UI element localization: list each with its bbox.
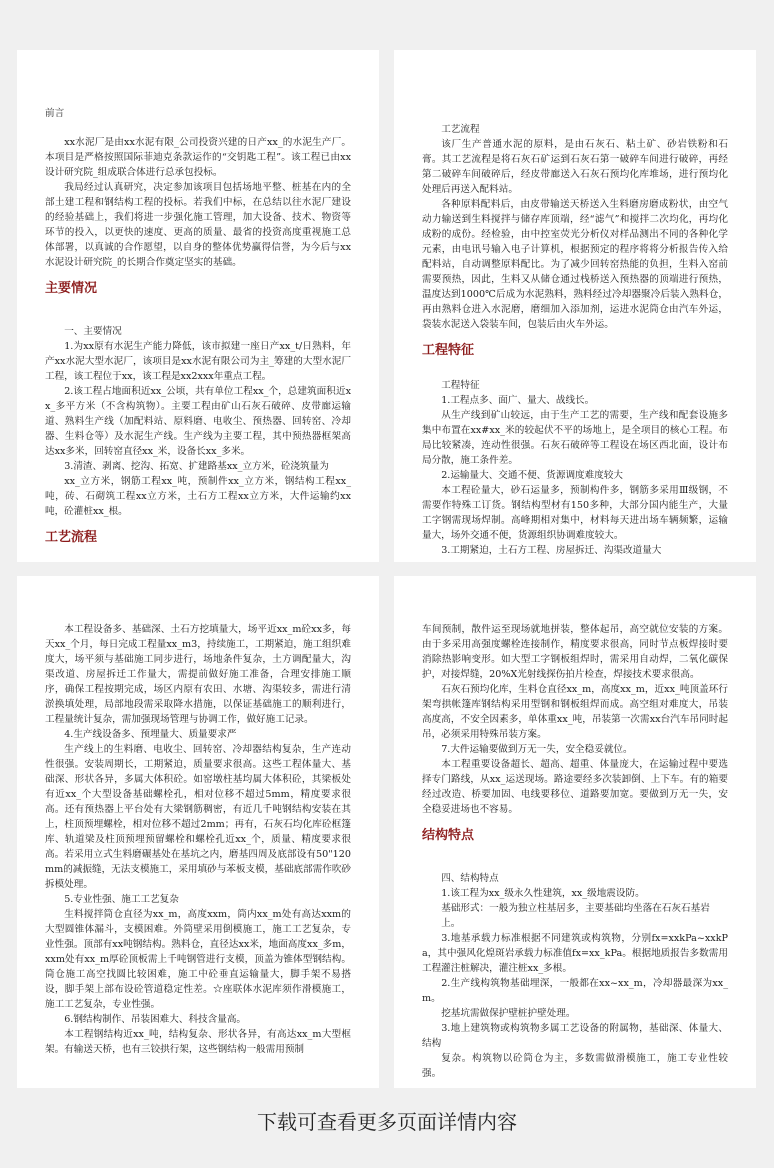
paragraph: 本工程钢结构近xx_吨，结构复杂、形状各异，有高达xx_m大型框架。有输送天桥，也有三铰拱行架，这些钢结构一般需用预制 (45, 1029, 351, 1055)
paragraph: 挖基坑需做保护壁桩护壁处理。 (441, 1008, 576, 1019)
paragraph: 前言 (45, 108, 65, 119)
paragraph: 车间预制，散件运至现场就地拼装，整体起吊，高空就位安装的方案。由于多采用高强度螺栓连接制作，精度要求很高，同时节点板焊接时要消除热影响变形。如大型工字钢板组焊时，需采用自动焊，二氧化碳保护，对接焊缝，20%X光射线探伤拍片检查，焊接技术要求很高。 (422, 624, 728, 680)
paragraph: 5.专业性强、施工工艺复杂 (64, 894, 179, 905)
section-heading: 工艺流程 (45, 530, 98, 545)
spacer (422, 857, 728, 871)
paragraph: 3.工期紧迫，土石方工程、房屋拆迁、沟渠改道量大 (441, 545, 662, 556)
paragraph: 一、主要情况 (64, 326, 122, 337)
paragraph: 2.生产线构筑物基础埋深，一般都在xx~xx_m，冷却器最深为xx_m。 (422, 978, 728, 1004)
paragraph: xx水泥厂是由xx水泥有限_公司投资兴建的日产xx_的水泥生产厂。本项目是严格按照国际菲迪克条款运作的“交钥匙工程”。该工程已由xx设计研究院_组成联合体进行总承包投标。 (45, 137, 351, 178)
paragraph: xx_立方米，钢筋工程xx_吨，预制件xx_立方米，钢结构工程xx_吨，砖、石砌筑工程xx立方米，土石方工程xx立方米，大件运输约xx吨，砼灌桩xx_根。 (45, 476, 351, 517)
document-page-4 (394, 576, 756, 1088)
paragraph: 本工程重要设备超长、超高、超重、体量庞大，在运输过程中要选择专门路线，从xx_运送现场。路途要经多次装卸倒、上下车。有的箱要经过改造、桥要加固、电线要移位、道路要加宽。要做到万无一失，安全稳妥进场也不容易。 (422, 759, 728, 815)
paragraph: 工艺流程 (441, 124, 480, 135)
download-more-prompt[interactable]: 下载可查看更多页面详情内容 (257, 1110, 517, 1134)
paragraph: 本工程砼量大，砂石运量多，预制构件多，钢筋多采用Ⅲ级钢，不需要作特殊工订货。钢结构型材有150多种，大部分国内能生产，大量工字钢需现场焊制。高峰期相对集中，材料每天进出场车辆频繁，运输量大，场外交通不便，货源组织协调难度较大。 (422, 485, 728, 541)
paragraph: 3.清渣、剥离、挖沟、拓宽、扩建路基xx_立方米，砼浇筑量为 (64, 461, 329, 472)
paragraph: 7.大件运输要做到万无一失，安全稳妥就位。 (441, 744, 633, 755)
paragraph: 2.运输量大、交通不便、货源调度难度较大 (441, 470, 624, 481)
paragraph: 石灰石预均化库，生料仓直径xx_m，高度xx_m，近xx_吨顶盖环行架弯拱帐篷库钢结构采用型钢和钢板组焊而成。高空组对难度大，吊装高度高，不安全因素多，单体重xx_吨，吊装第一次需xx台汽车吊同时起吊，必须采用特殊吊装方案。 (422, 684, 728, 740)
paragraph: 生产线上的生料磨、电收尘、回转窑、冷却器结构复杂，生产连动性很强。安装周期长，工期紧迫，质量要求很高。这些工程体量大、基础深、形状各异，多属大体积砼。如窑墩柱基均属大体积砼，其梁板处有近xx_个大型设备基础螺栓孔，相对位移不超过5mm，精度要求很高。还有预热器上平台处有大梁钢筋稠密，有近几千吨钢结构安装在其上，柱顶预埋螺栓，相对位移不超过2mm；再有，石灰石均化库砼框篷库、轨道梁及柱顶预埋预留螺栓和螺栓孔近xx_个，质量、精度要求很高。若采用立式生料磨碾基处在基坑之内，磨基四周及底部设有50"120mm的减振缝，无法支模施工，采用填砂与苯板支模，基础底部需作吹砂拆模处理。 (45, 744, 352, 890)
paragraph: 该厂生产普通水泥的原料，是由石灰石、粘土矿、砂岩铁粉和石膏。其工艺流程是将石灰石矿运到石灰石第一破碎车间进行破碎，再经第二破碎车间破碎后，经皮带廊送入石灰石预均化库堆场，进行预均化处理后再送入配料站。 (422, 139, 728, 195)
document-page-2 (394, 50, 756, 562)
paragraph: 各种原料配料后，由皮带输送天桥送入生料磨房磨成粉状，由空气动力输送到生料搅拌与储存库顶端，经“滤气”和搅拌二次均化，再均化成粉的成份。经检验，由中控室荧光分析仪对样品测出不同的各种化学元素，由电讯号输入电子计算机，根据预定的程序将将分析报告传入给配料站，自动调整原料配比。为了减少回转窑热能的负担，生料入窑前需要预热，因此，生料又从储仓通过栈桥送入预热器的顶端进行预热，温度达到1000℃后成为水泥熟料，熟料经过冷却器聚冷后装入熟料仓，再由熟料仓进入水泥磨，磨细加入添加剂，运进水泥筒仓由汽车外运，袋装水泥送入袋装车间，包装后由火车外运。 (422, 199, 728, 330)
paragraph: 从生产线到矿山较远，由于生产工艺的需要，生产线和配套设施多集中布置在xx#xx_米的较起伏不平的场地上，是全项目的核心工程。布局比较紧凑，连动性很强。石灰石破碎等工程设在场区西北面，设计布局分散，施工条件差。 (422, 410, 728, 466)
paragraph: 1.工程点多、面广、量大、战线长。 (441, 395, 595, 406)
section-heading: 结构特点 (422, 828, 475, 843)
paragraph: 3.地上建筑物或构筑物多属工艺设备的附属物，基础深、体量大、结构 (422, 1023, 728, 1049)
paragraph: 6.钢结构制作、吊装困难大、科技含量高。 (64, 1014, 247, 1025)
paragraph: 四、结构特点 (441, 873, 499, 884)
paragraph: 我局经过认真研究，决定参加该项目包括场地平整、桩基在内的全部土建工程和钢结构工程的投标。若我们中标，在总结以往水泥厂建设的经验基础上，我们将进一步强化施工管理，加大设备、技术、物资等环节的投入，以更快的速度、更高的质量、最省的投资高度重视施工总体部署，以真诚的合作愿望，以自身的整体优势赢得信誉，为今后与xx水泥设计研究院_的长期合作奠定坚实的基础。 (45, 182, 351, 268)
paragraph: 上。 (441, 918, 461, 929)
paragraph: 4.生产线设备多、预埋量大、质量要求严 (64, 729, 237, 740)
paragraph: 1.为xx原有水泥生产能力降低，该市拟建一座日产xx_t/日熟料，年产xx水泥大型水泥厂，该项目是xx水泥有限公司为主_筹建的大型水泥厂工程，该工程位于xx，该工程是xx2xxx年重点工程。 (45, 341, 351, 382)
spacer (45, 310, 351, 324)
spacer (45, 121, 351, 135)
paragraph: 生料搅拌筒仓直径为xx_m，高度xxm，筒内xx_m处有高达xxm的大型圆锥体漏斗，支模困难。外筒壁采用倒模施工，施工工艺复杂，专业性强。顶部有xx吨钢结构。熟料仓，直径达xx米，地面高度xx_多m，xxm处有xx_m厚砼顶板需上千吨钢管进行支模，顶盖为锥体型钢结构。筒仓施工高空找圆比较困难，施工中砼垂直运输量大，脚手架不易搭设，脚手架上部布设砼管道稳定性差。☆座联体水泥库须作滑模施工，施工工艺复杂，专业性强。 (45, 909, 351, 1010)
section-heading: 主要情况 (45, 281, 98, 296)
document-page-1 (17, 50, 379, 562)
paragraph: 本工程设备多、基础深、土石方挖填量大，场平近xx_m砼xx多，每天xx_个月，每日完成工程量xx_m3，持续施工，工期紧迫，施工组织难度大，场平须与基础施工同步进行，场地条件复杂，土方调配量大，沟渠改道、房屋拆迁工作量大，需提前做好施工准备，合理安排施工顺序，确保工程按期完成，场区内原有农田、水塘、沟渠较多，需进行清淤换填处理，局部地段需采取降水措施，以保证基础施工的顺利进行，工程量统计复杂，需加强现场管理与协调工作，做好施工记录。 (45, 624, 351, 725)
paragraph: 3.地基承载力标准根据不同建筑或构筑物，分别fx=xxkPa~xxkPa，其中强风化煌斑岩承载力标准值fx=xx_kPa。根据地质报告多数需用工程灌注桩解决，灌注桩xx_多根。 (422, 933, 728, 974)
paragraph: 基础形式：一般为独立柱基居多，主要基础均坐落在石灰石基岩 (441, 903, 710, 914)
paragraph: 复杂。构筑物以砼筒仓为主，多数需做滑模施工，施工专业性较强。 (422, 1053, 728, 1079)
paragraph: 工程特征 (441, 380, 480, 391)
document-page-3 (17, 576, 379, 1088)
paragraph: 1.该工程为xx_级永久性建筑，xx_级地震设防。 (441, 888, 645, 899)
paragraph: 2.该工程占地面积近xx_公顷，共有单位工程xx_个，总建筑面积近xx_多平方米（不含构筑物）。主要工程由矿山石灰石破碎、皮带廊运输道、熟料生产线（加配料站、原料磨、电收尘、预热器、回转窑、冷却器、生料仓等）及水泥生产线。生产线为主要工程，其中预热器框架高达xx多米，回转窑直径xx_米，设备长xx_多米。 (45, 386, 351, 457)
section-heading: 工程特征 (422, 343, 475, 358)
